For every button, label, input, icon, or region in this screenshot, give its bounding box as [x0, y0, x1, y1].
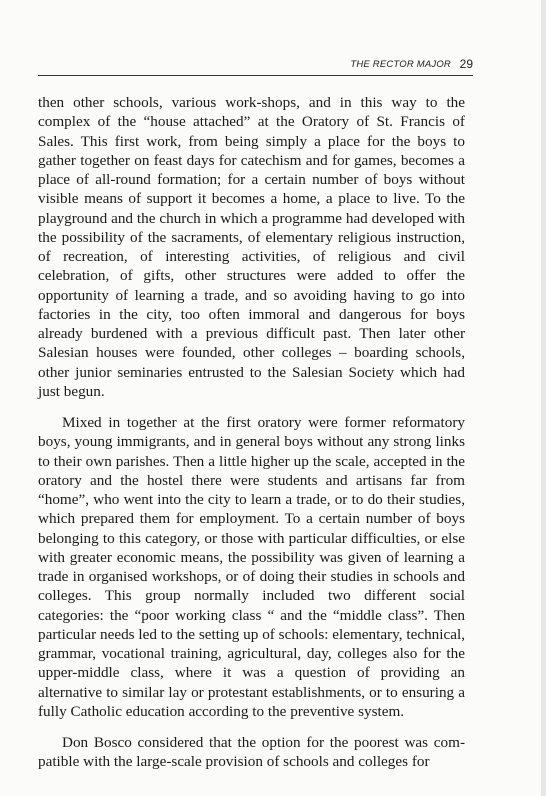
paragraph: Mixed in together at the first oratory were former reformatory boys, young immigrants, and in general boys without any strong links to their own parishes. Then a little higher up the scale, accepted in the oratory and the hostel there were students and artisans far from “home”, who went into the city to learn a trade, or to do their studies, which prepared them for employment. To a certain number of boys belonging to this category, or those with particular difficulties, or else with greater economic means, the possibility was given of learning a trade in organised workshops, or of doing their studies in schools and colleges. This group normally included two different social categories: the “poor working class “ and the “middle class”. Then particular needs led to the setting up of schools: elementary, technical, grammar, vocational training, agricultural, day, colleges also for the upper-middle class, where it was a question of providing an alternative to similar lay or protestant establishments, or to ensuring a fully Catholic education according to the preventive system.: [38, 414, 465, 720]
running-header: [38, 58, 473, 74]
running-title: THE RECTOR MAJOR: [350, 59, 451, 70]
paragraph: Don Bosco considered that the option for the poorest was compatible with the large-scale provision of schools and colleges for: [38, 734, 465, 771]
header-rule: [38, 75, 473, 76]
page-number: 29: [459, 57, 473, 71]
paragraph: then other schools, various work-shops, and in this way to the complex of the “house attached” at the Oratory of St. Francis of Sales. This first work, from being simply a place for the boys to gather together on feast days for catechism and for games, becomes a place of all-round formation; for a certain number of boys without visible means of support it becomes a home, a place to live. To the playground and the church in which a programme had developed with the possibility of the sacraments, of elementary religious instruction, of recreation, of interesting activities, of religious and civil celebration, of gifts, other structures were added to offer the opportunity of learning a trade, and so avoiding having to go into factories in the city, too often immoral and dangerous for boys already burdened with a previous difficult past. Then later other Salesian houses were founded, other colleges – boarding schools, other junior seminaries entrusted to the Salesian Society which had just begun.: [38, 94, 465, 400]
page-edge: [541, 0, 546, 796]
body-text: [38, 93, 465, 784]
